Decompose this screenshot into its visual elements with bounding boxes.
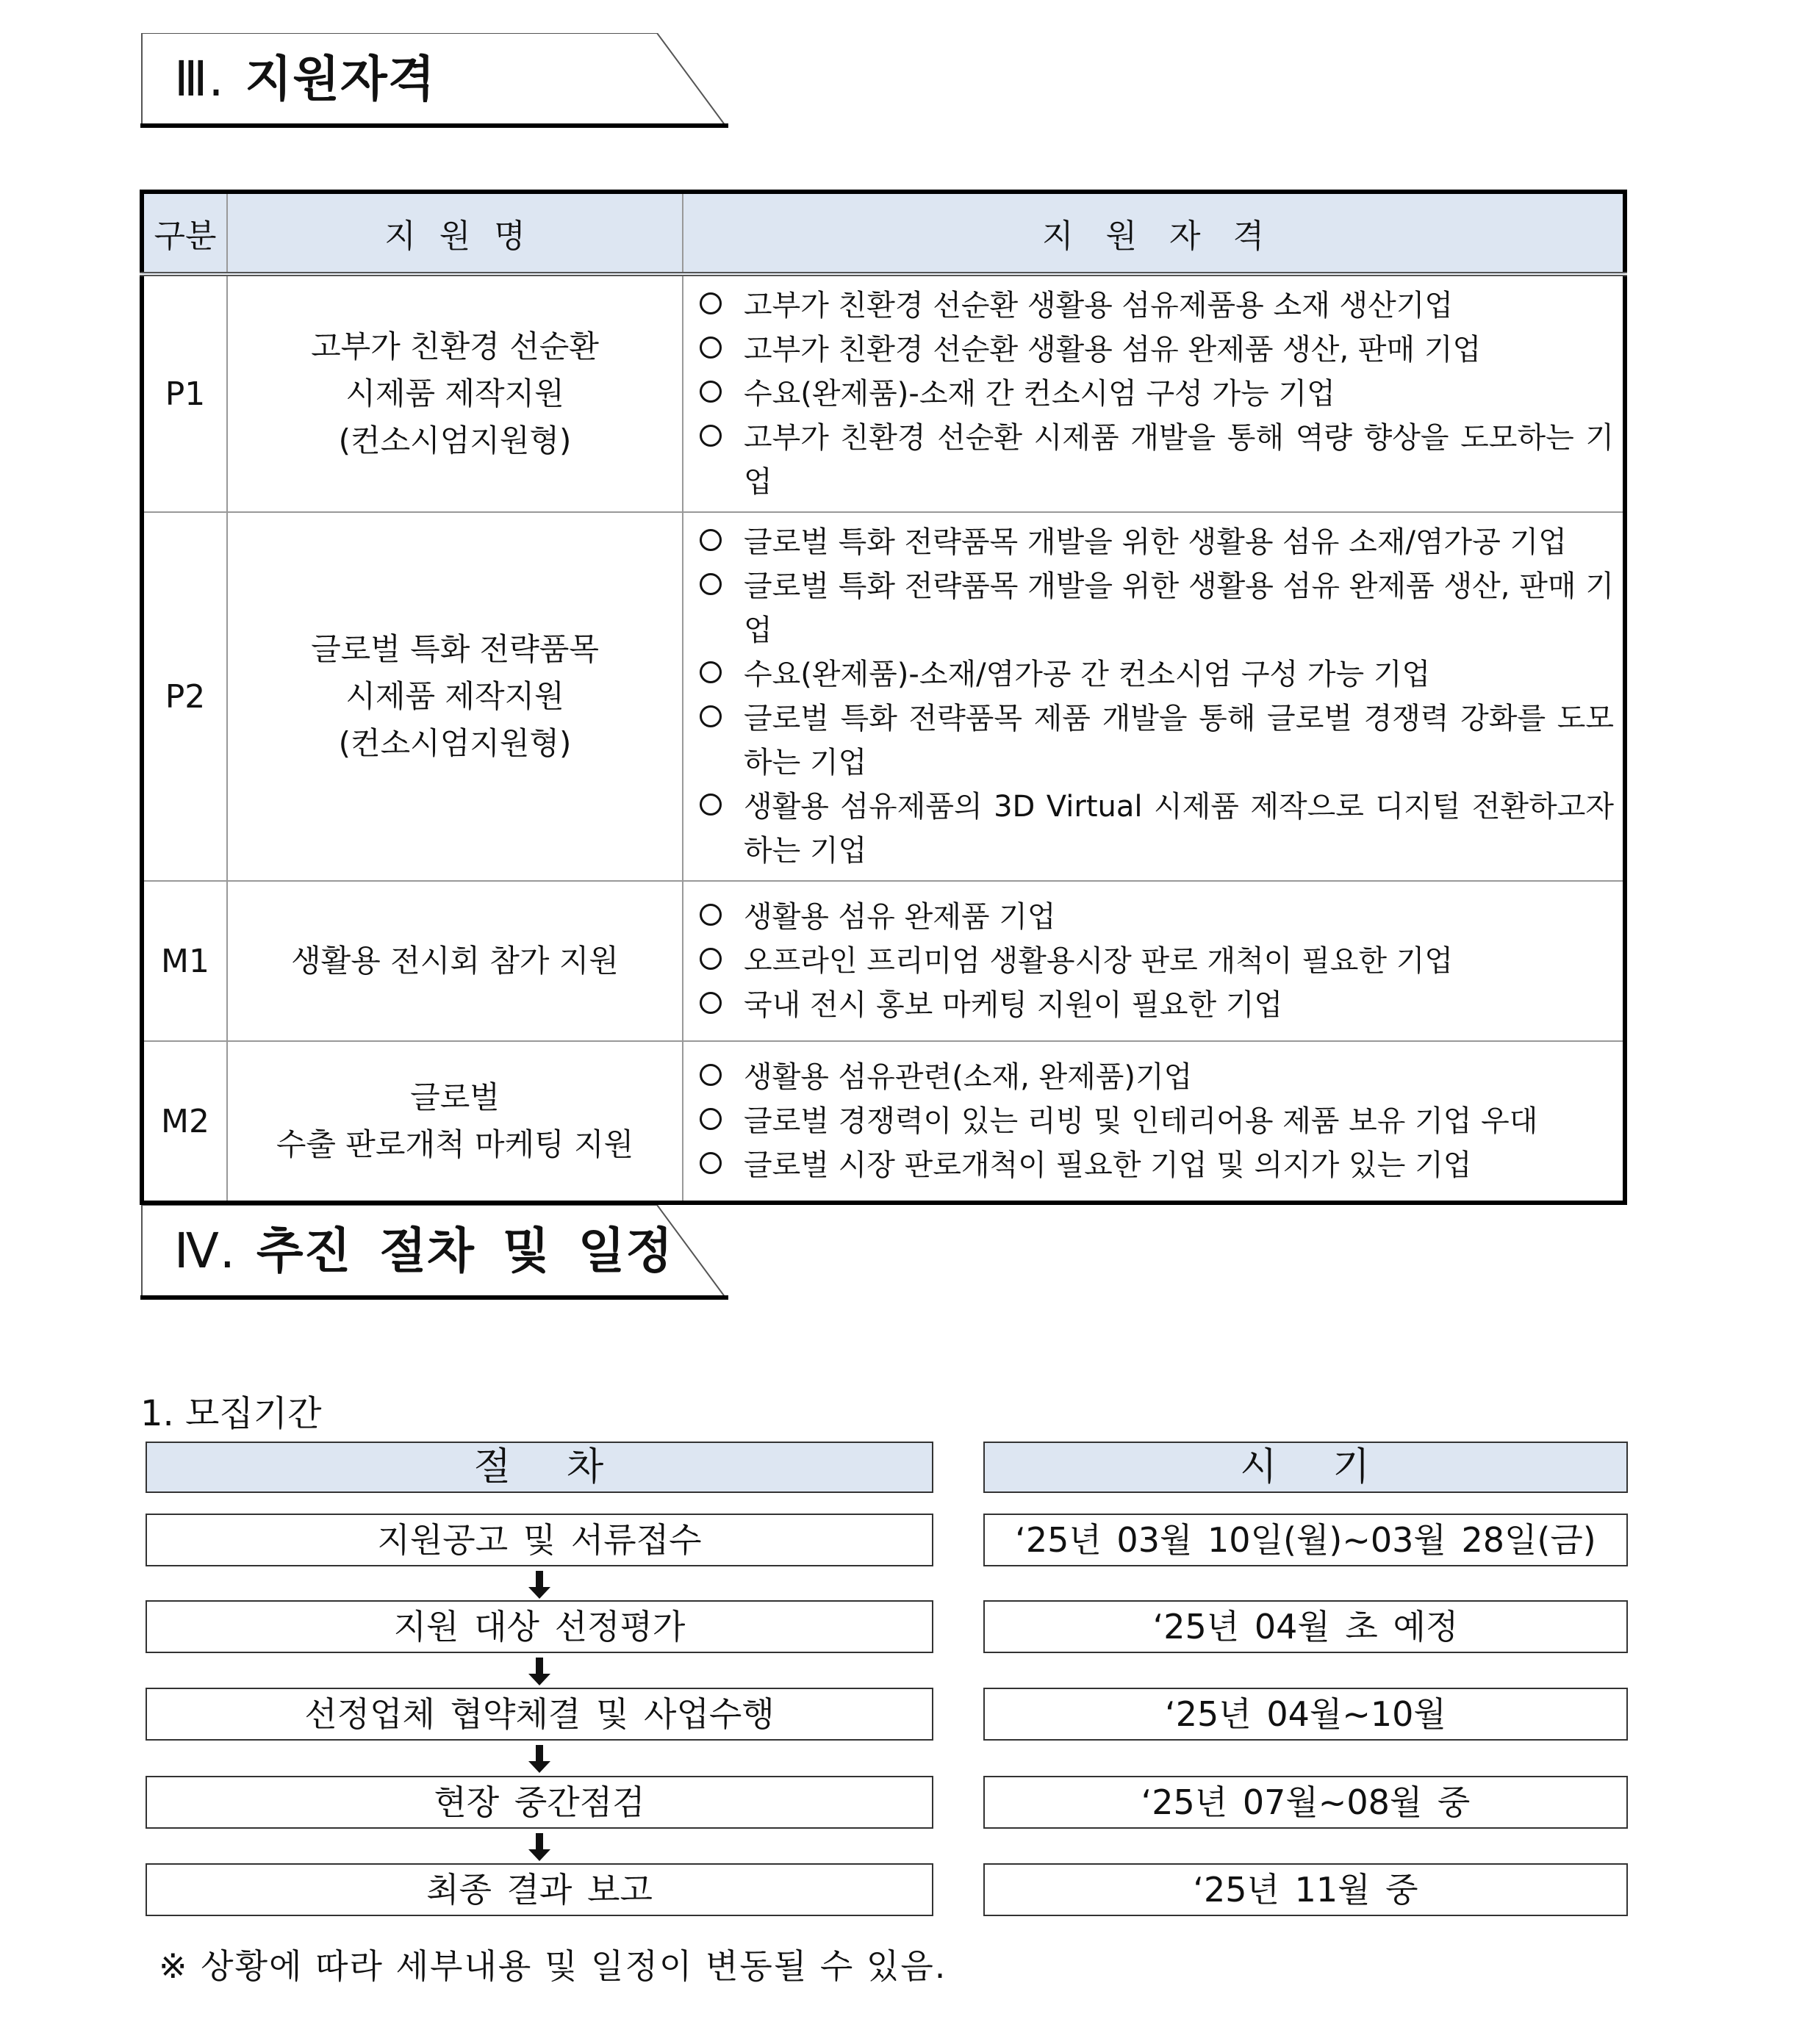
qualification-text: 국내 전시 홍보 마케팅 지원이 필요한 기업 xyxy=(744,988,1283,1022)
schedule-header-step: 절 차 xyxy=(146,1442,933,1493)
qualification-item xyxy=(700,1055,1614,1099)
qualification-item xyxy=(700,520,1614,564)
schedule-header-time: 시 기 xyxy=(983,1442,1628,1493)
row-program-name xyxy=(227,1041,683,1203)
circle-bullet-icon xyxy=(700,381,722,403)
program-name-line: 생활용 전시회 참가 지원 xyxy=(291,943,619,979)
row-code: M2 xyxy=(142,1041,227,1203)
qualification-item xyxy=(700,1143,1614,1187)
row-code: P1 xyxy=(142,274,227,512)
schedule-time: ‘25년 03월 10일(월)~03월 28일(금) xyxy=(983,1514,1628,1566)
circle-bullet-icon xyxy=(700,1108,722,1130)
qualification-list xyxy=(700,895,1614,1027)
row-qualifications xyxy=(683,512,1625,881)
schedule-title: 1. 모집기간 xyxy=(140,1393,322,1434)
schedule-step: 현장 중간점검 xyxy=(146,1776,933,1829)
qualification-item xyxy=(700,1099,1614,1143)
qualification-item xyxy=(700,939,1614,983)
circle-bullet-icon xyxy=(700,1152,722,1174)
qualification-item xyxy=(700,372,1614,416)
circle-bullet-icon xyxy=(700,661,722,683)
schedule-step: 선정업체 협약체결 및 사업수행 xyxy=(146,1688,933,1741)
qualification-item xyxy=(700,328,1614,372)
qualification-list xyxy=(700,284,1614,504)
schedule-step: 지원공고 및 서류접수 xyxy=(146,1514,933,1566)
row-qualifications xyxy=(683,1041,1625,1203)
header-code: 구분 xyxy=(142,192,227,274)
program-name-line: (컨소시엄지원형) xyxy=(338,422,572,458)
program-name-line: 글로벌 특화 전략품목 xyxy=(311,631,599,667)
qualification-item xyxy=(700,284,1614,328)
section-number: Ⅲ. xyxy=(174,51,225,107)
schedule-time: ‘25년 11월 중 xyxy=(983,1863,1628,1916)
program-name-line: 글로벌 xyxy=(410,1079,500,1115)
qualification-text: 글로벌 특화 전략품목 개발을 위한 생활용 섬유 소재/염가공 기업 xyxy=(744,525,1567,559)
circle-bullet-icon xyxy=(700,573,722,595)
circle-bullet-icon xyxy=(700,794,722,816)
qualification-text: 글로벌 특화 전략품목 제품 개발을 통해 글로벌 경쟁력 강화를 도모하는 기업 xyxy=(744,702,1614,780)
qualification-text: 생활용 섬유 완제품 기업 xyxy=(744,900,1056,934)
qualification-text: 오프라인 프리미엄 생활용시장 판로 개척이 필요한 기업 xyxy=(744,944,1454,978)
circle-bullet-icon xyxy=(700,337,722,359)
qualification-list xyxy=(700,1055,1614,1187)
row-qualifications xyxy=(683,274,1625,512)
row-program-name xyxy=(227,881,683,1041)
qualification-text: 생활용 섬유제품의 3D Virtual 시제품 제작으로 디지털 전환하고자 하는 기업 xyxy=(744,790,1614,868)
qualification-text: 생활용 섬유관련(소재, 완제품)기업 xyxy=(744,1060,1193,1094)
circle-bullet-icon xyxy=(700,529,722,551)
section-heading-procedure xyxy=(140,1205,728,1300)
row-qualifications xyxy=(683,881,1625,1041)
schedule-note: ※ 상황에 따라 세부내용 및 일정이 변동될 수 있음. xyxy=(159,1946,947,1986)
section-title xyxy=(174,33,436,126)
qualification-text: 고부가 친환경 선순환 생활용 섬유제품용 소재 생산기업 xyxy=(744,289,1454,323)
qualification-item xyxy=(700,983,1614,1027)
row-program-name xyxy=(227,274,683,512)
down-arrow-icon xyxy=(528,1833,550,1861)
section-title-text: 추진 절차 및 일정 xyxy=(256,1223,674,1279)
qualification-text: 글로벌 특화 전략품목 개발을 위한 생활용 섬유 완제품 생산, 판매 기업 xyxy=(744,569,1614,647)
schedule-time: ‘25년 07월~08월 중 xyxy=(983,1776,1628,1829)
table-row xyxy=(142,881,1625,1041)
qualification-item xyxy=(700,564,1614,652)
qualification-text: 글로벌 시장 판로개척이 필요한 기업 및 의지가 있는 기업 xyxy=(744,1148,1472,1182)
section-number: Ⅳ. xyxy=(174,1223,236,1279)
circle-bullet-icon xyxy=(700,425,722,447)
qualification-item xyxy=(700,416,1614,504)
down-arrow-icon xyxy=(528,1745,550,1773)
header-name: 지 원 명 xyxy=(227,192,683,274)
qualification-text: 고부가 친환경 선순환 시제품 개발을 통해 역량 향상을 도모하는 기업 xyxy=(744,421,1614,499)
qualification-list xyxy=(700,520,1614,873)
row-code: M1 xyxy=(142,881,227,1041)
schedule-time: ‘25년 04월~10월 xyxy=(983,1688,1628,1741)
table-header-row xyxy=(142,192,1625,274)
section-title xyxy=(174,1205,673,1298)
section-title-text: 지원자격 xyxy=(245,51,436,107)
schedule-time: ‘25년 04월 초 예정 xyxy=(983,1600,1628,1653)
qualification-text: 고부가 친환경 선순환 생활용 섬유 완제품 생산, 판매 기업 xyxy=(744,333,1482,367)
down-arrow-icon xyxy=(528,1658,550,1685)
header-qualification: 지 원 자 격 xyxy=(683,192,1625,274)
schedule-step: 최종 결과 보고 xyxy=(146,1863,933,1916)
table-row xyxy=(142,512,1625,881)
row-program-name xyxy=(227,512,683,881)
qualification-text: 글로벌 경쟁력이 있는 리빙 및 인테리어용 제품 보유 기업 우대 xyxy=(744,1104,1538,1138)
table-row xyxy=(142,274,1625,512)
table-row xyxy=(142,1041,1625,1203)
circle-bullet-icon xyxy=(700,904,722,926)
qualification-item xyxy=(700,652,1614,697)
circle-bullet-icon xyxy=(700,292,722,314)
program-name-line: (컨소시엄지원형) xyxy=(338,725,572,761)
eligibility-table xyxy=(140,190,1627,1205)
qualification-item xyxy=(700,697,1614,785)
circle-bullet-icon xyxy=(700,705,722,727)
qualification-text: 수요(완제품)-소재 간 컨소시엄 구성 가능 기업 xyxy=(744,377,1335,411)
program-name-line: 시제품 제작지원 xyxy=(345,678,564,714)
schedule-step: 지원 대상 선정평가 xyxy=(146,1600,933,1653)
circle-bullet-icon xyxy=(700,948,722,970)
circle-bullet-icon xyxy=(700,992,722,1014)
program-name-line: 수출 판로개척 마케팅 지원 xyxy=(276,1126,634,1162)
qualification-item xyxy=(700,895,1614,939)
section-heading-eligibility xyxy=(140,33,728,129)
program-name-line: 시제품 제작지원 xyxy=(345,375,564,411)
down-arrow-icon xyxy=(528,1571,550,1599)
circle-bullet-icon xyxy=(700,1064,722,1086)
program-name-line: 고부가 친환경 선순환 xyxy=(311,328,599,364)
qualification-text: 수요(완제품)-소재/염가공 간 컨소시엄 구성 가능 기업 xyxy=(744,658,1431,691)
qualification-item xyxy=(700,785,1614,873)
row-code: P2 xyxy=(142,512,227,881)
